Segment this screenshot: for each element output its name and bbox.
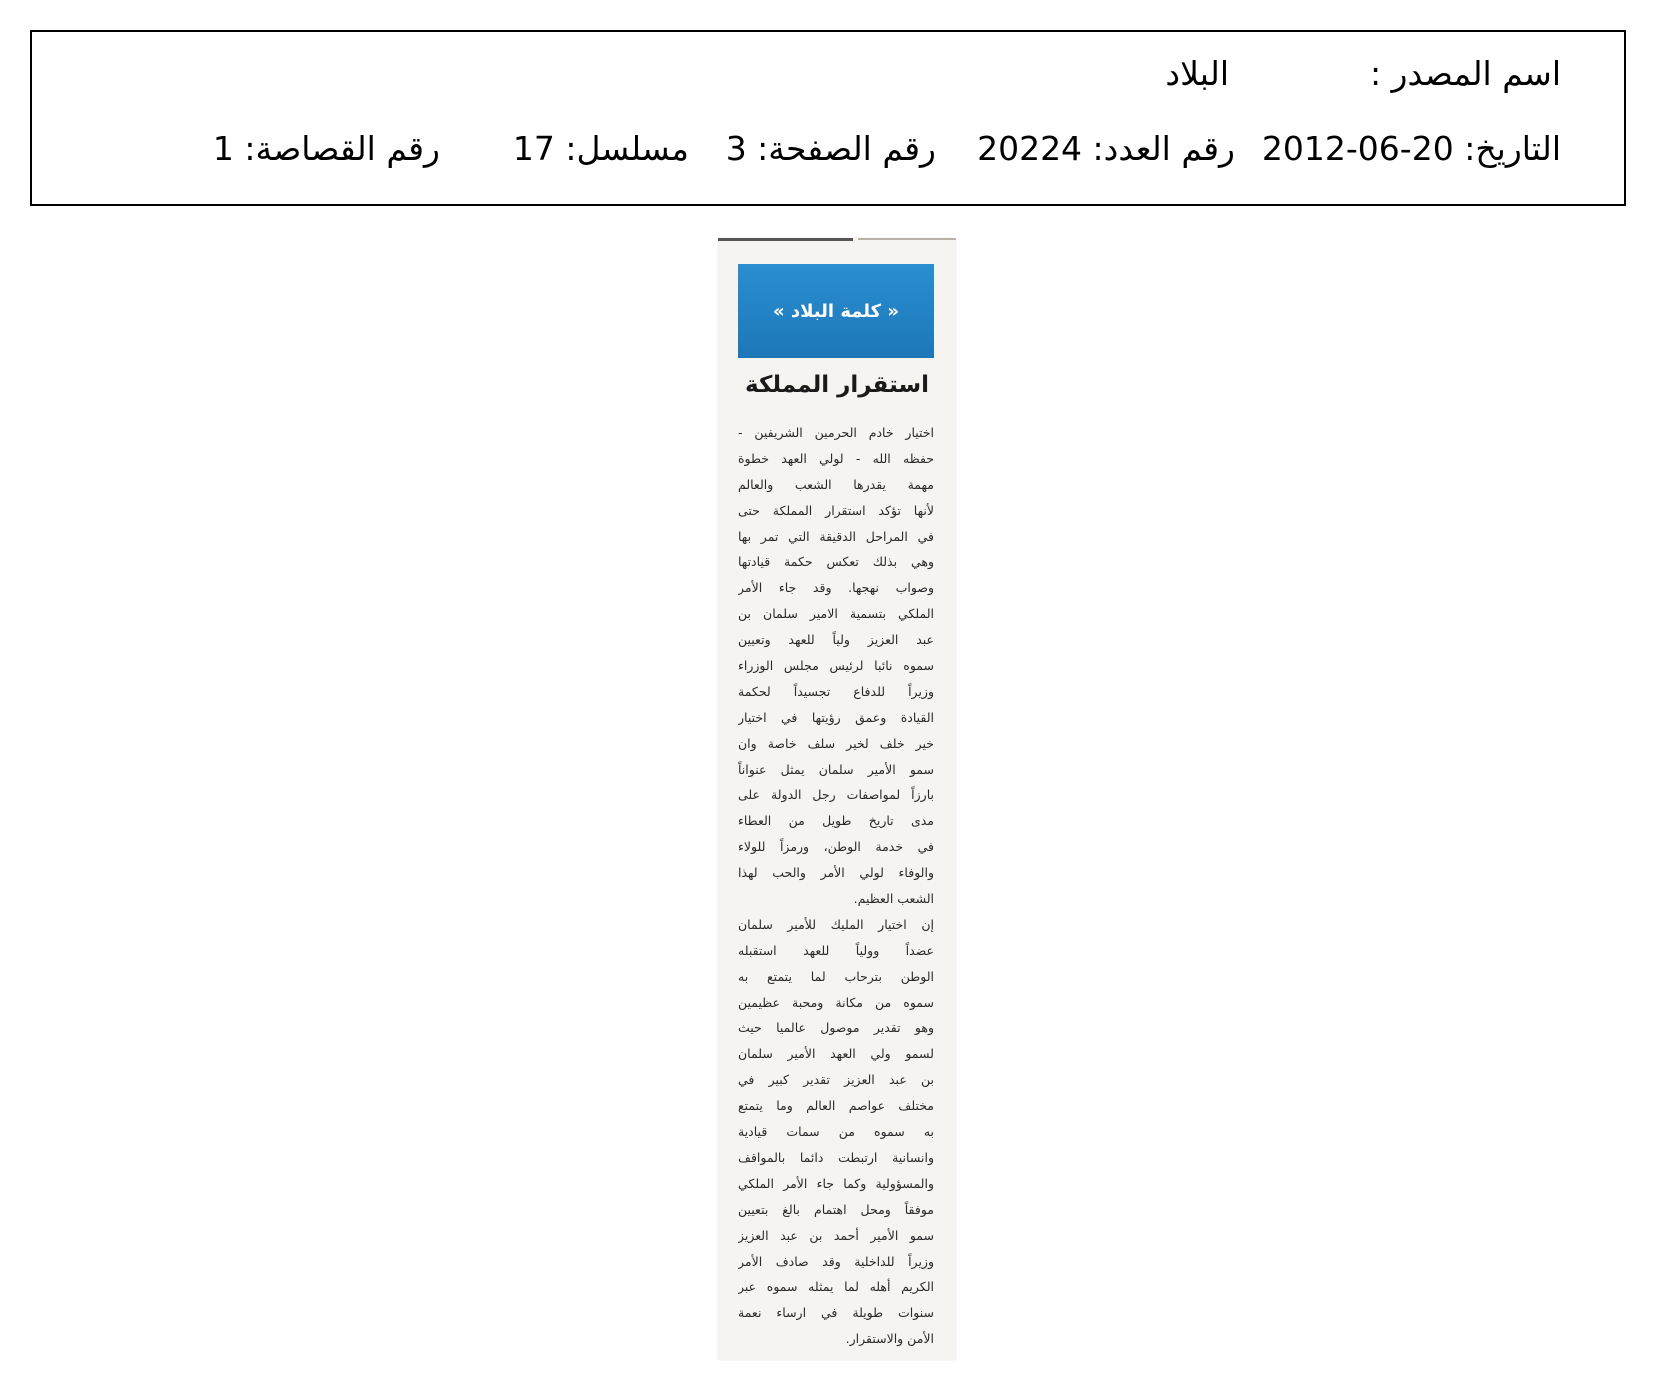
serial-field: مسلسل: 17	[512, 129, 689, 168]
article-line: لأنها تؤكد استقرار المملكة حتى	[738, 502, 934, 518]
article-line: وزيراً للداخلية وقد صادف الأمر	[738, 1253, 934, 1269]
clip-rule-light	[858, 238, 956, 240]
article-line: موفقاً ومحل اهتمام بالغ بتعيين	[738, 1201, 934, 1217]
page-number-field: رقم الصفحة: 3	[725, 129, 936, 168]
article-line: الشعب العظيم.	[853, 891, 934, 907]
article-line: بن عبد العزيز تقدير كبير في	[738, 1072, 934, 1088]
article-line: إن اختيار المليك للأمير سلمان	[738, 916, 934, 932]
column-banner	[738, 264, 934, 358]
article-line: وزيراً للدفاع تجسيداً لحكمة	[738, 683, 934, 699]
date-field: التاريخ: 20-06-2012	[1261, 129, 1561, 168]
article-line: مختلف عواصم العالم وما يتمتع	[738, 1098, 934, 1114]
article-line: سمو الأمير سلمان يمثل عنواناً	[738, 761, 934, 777]
article-line: سموه من مكانة ومحبة عظيمين	[738, 994, 934, 1010]
article-line: اختيار خادم الحرمين الشريفين -	[738, 425, 934, 440]
article-line: خير خلف لخير سلف خاصة وان	[738, 735, 934, 751]
newspaper-clipping	[718, 238, 956, 1360]
article-line: الوطن بترحاب لما يتمتع به	[738, 968, 934, 984]
article-line: وصواب نهجها. وقد جاء الأمر	[738, 580, 934, 596]
article-line: وهي بذلك تعكس حكمة قيادتها	[738, 554, 934, 570]
article-line: لسمو ولي العهد الأمير سلمان	[738, 1046, 934, 1062]
article-line: في المراحل الدقيقة التي تمر بها	[738, 528, 934, 544]
article-line: به سموه من سمات قيادية	[738, 1124, 934, 1140]
article-line: عبد العزيز ولياً للعهد وتعيين	[738, 632, 934, 648]
article-line: سموه نائبا لرئيس مجلس الوزراء	[738, 658, 934, 674]
article-line: والوفاء لولي الأمر والحب لهذا	[738, 865, 934, 881]
article-line: مهمة يقدرها الشعب والعالم	[738, 476, 934, 492]
column-banner-label: « كلمة البلاد »	[772, 300, 900, 322]
article-line: عضداً وولياً للعهد استقبله	[738, 942, 934, 958]
article-line: بارزاً لمواصفات رجل الدولة على	[738, 787, 934, 803]
article-line: وهو تقدير موصول عالميا حيث	[738, 1020, 934, 1036]
article-line: وانسانية ارتبطت دائما بالمواقف	[738, 1149, 934, 1165]
article-line: الأمن والاستقرار.	[845, 1331, 934, 1347]
clip-rule-dark	[718, 238, 853, 241]
article-line: الكريم أهله لما يمثله سموه عبر	[738, 1279, 934, 1295]
article-title: استقرار المملكة	[745, 372, 929, 398]
source-value: البلاد	[1165, 54, 1229, 93]
article-line: الملكي بتسمية الامير سلمان بن	[738, 606, 934, 622]
issue-number-field: رقم العدد: 20224	[977, 129, 1235, 168]
article-line: مدى تاريخ طويل من العطاء	[738, 813, 934, 829]
article-line: القيادة وعمق رؤيتها في اختيار	[738, 709, 934, 725]
article-line: سنوات طويلة في ارساء نعمة	[738, 1305, 934, 1321]
header-box	[30, 30, 1626, 206]
article-line: حفظه الله - لولي العهد خطوة	[738, 450, 934, 466]
clip-number-field: رقم القصاصة: 1	[212, 129, 440, 168]
source-label: اسم المصدر :	[1369, 54, 1561, 93]
article-line: في خدمة الوطن، ورمزاً للولاء	[738, 839, 934, 855]
article-line: سمو الأمير أحمد بن عبد العزيز	[738, 1227, 934, 1243]
article-line: والمسؤولية وكما جاء الأمر الملكي	[738, 1175, 934, 1191]
article-body	[738, 420, 934, 1352]
